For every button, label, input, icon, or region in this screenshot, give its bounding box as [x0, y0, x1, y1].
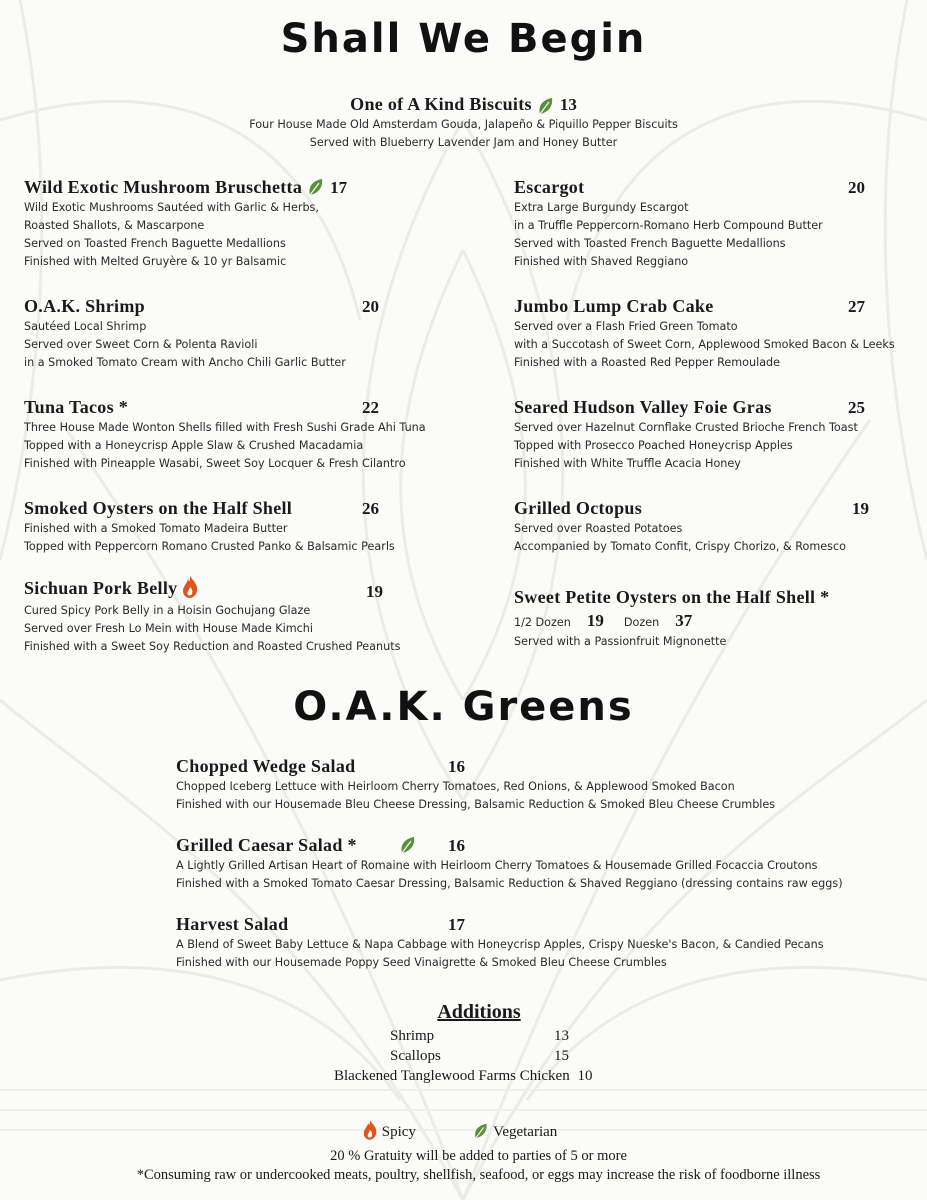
item-price: 16 [448, 757, 465, 776]
half-dozen-price: 19 [586, 611, 604, 630]
item-desc-line: Served with Blueberry Lavender Jam and Honey Butter [309, 136, 618, 150]
item-desc-line: Served with Toasted French Baguette Medallions [514, 237, 786, 250]
menu-item [514, 177, 904, 271]
legend-spicy-label: Spicy [381, 1124, 416, 1140]
item-desc-line: Accompanied by Tomato Confit, Crispy Chorizo, & Romesco [514, 540, 846, 553]
addition-price: 15 [554, 1048, 569, 1064]
item-price: 16 [448, 836, 465, 855]
menu-item-oysters [514, 587, 914, 651]
addition-name: Shrimp [390, 1028, 435, 1044]
item-desc-line: Topped with Peppercorn Romano Crusted Panko & Balsamic Pearls [24, 540, 395, 553]
item-desc-line: Extra Large Burgundy Escargot [514, 201, 689, 214]
item-desc-line: Finished with a Sweet Soy Reduction and Roasted Crushed Peanuts [24, 640, 401, 653]
item-name: Seared Hudson Valley Foie Gras [514, 397, 772, 417]
item-desc-line: A Blend of Sweet Baby Lettuce & Napa Cabbage with Honeycrisp Apples, Crispy Nueske's Bacon, & Candied Pecans [176, 938, 824, 951]
half-dozen-label: 1/2 Dozen [514, 616, 571, 629]
section-title-begin: Shall We Begin [280, 16, 647, 62]
addition-price: 10 [577, 1068, 593, 1084]
item-name: Wild Exotic Mushroom Bruschetta [24, 177, 303, 197]
item-desc-line: Finished with our Housemade Poppy Seed Vinaigrette & Smoked Bleu Cheese Crumbles [176, 956, 667, 969]
item-desc-line: Four House Made Old Amsterdam Gouda, Jalapeño & Piquillo Pepper Biscuits [249, 118, 678, 132]
item-desc-line: Served over Fresh Lo Mein with House Made Kimchi [24, 622, 313, 635]
item-desc-line: Finished with Shaved Reggiano [514, 255, 689, 268]
item-name: Sweet Petite Oysters on the Half Shell * [514, 587, 830, 607]
item-name: O.A.K. Shrimp [24, 296, 145, 316]
item-desc-line: Finished with a Smoked Tomato Caesar Dressing, Balsamic Reduction & Shaved Reggiano (dressing contains raw eggs) [176, 877, 843, 890]
item-desc-line: in a Truffle Peppercorn-Romano Herb Compound Butter [514, 219, 823, 232]
salad-item [176, 835, 896, 893]
item-name: Tuna Tacos * [24, 397, 128, 417]
item-desc-line: Finished with White Truffle Acacia Honey [514, 457, 741, 470]
item-name: Smoked Oysters on the Half Shell [24, 498, 293, 518]
leaf-icon [536, 96, 556, 116]
menu-item [24, 177, 484, 271]
item-desc-line: Chopped Iceberg Lettuce with Heirloom Cherry Tomatoes, Red Onions, & Applewood Smoked Bacon [176, 780, 735, 793]
salad-item [176, 914, 876, 972]
item-price: 25 [848, 398, 865, 417]
leaf-icon [306, 177, 326, 197]
item-price: 26 [362, 499, 379, 518]
item-desc-line: Finished with our Housemade Bleu Cheese Dressing, Balsamic Reduction & Smoked Bleu Cheese Crumbles [176, 798, 776, 811]
gratuity-note: 20 % Gratuity will be added to parties of 5 or more [330, 1148, 627, 1164]
featured-item [0, 94, 927, 152]
item-desc-line: Served over a Flash Fried Green Tomato [514, 320, 738, 333]
item-name: One of A Kind Biscuits [350, 94, 532, 114]
item-name: Grilled Caesar Salad * [176, 835, 357, 855]
item-desc-line: Roasted Shallots, & Mascarpone [24, 219, 205, 232]
legend [362, 1124, 622, 1141]
item-desc-line: Served over Roasted Potatoes [514, 522, 683, 535]
addition-row [390, 1028, 590, 1045]
flame-icon [362, 1119, 378, 1141]
item-price: 27 [848, 297, 865, 316]
item-name: Chopped Wedge Salad [176, 756, 356, 776]
item-desc-line: Topped with Prosecco Poached Honeycrisp Apples [514, 439, 793, 452]
item-name: Harvest Salad [176, 914, 289, 934]
item-name: Grilled Octopus [514, 498, 643, 518]
item-price: 13 [559, 95, 577, 114]
item-price: 20 [362, 297, 379, 316]
item-desc-line: A Lightly Grilled Artisan Heart of Romaine with Heirloom Cherry Tomatoes & Housemade Grilled Focaccia Croutons [176, 859, 818, 872]
item-name: Jumbo Lump Crab Cake [514, 296, 714, 316]
item-desc-line: Served over Hazelnut Cornflake Crusted Brioche French Toast [514, 421, 858, 434]
item-price: 17 [448, 915, 465, 934]
legend-vegetarian-label: Vegetarian [493, 1124, 558, 1140]
addition-price: 13 [554, 1028, 569, 1044]
item-desc-line: Cured Spicy Pork Belly in a Hoisin Gochujang Glaze [24, 604, 311, 617]
item-desc-line: Finished with Melted Gruyère & 10 yr Balsamic [24, 255, 287, 268]
leaf-icon [398, 835, 418, 855]
item-price: 22 [362, 398, 379, 417]
menu-item [24, 296, 484, 372]
menu-item [24, 397, 484, 473]
item-desc-line: Three House Made Wonton Shells filled with Fresh Sushi Grade Ahi Tuna [24, 421, 426, 434]
raw-food-warning: *Consuming raw or undercooked meats, poultry, shellfish, seafood, or eggs may increase the risk of foodborne illness [136, 1167, 821, 1183]
item-price: 17 [330, 178, 348, 197]
item-desc-line: with a Succotash of Sweet Corn, Applewood Smoked Bacon & Leeks [514, 338, 895, 351]
dozen-label: Dozen [623, 616, 660, 629]
menu-item [514, 397, 904, 473]
dozen-price: 37 [675, 611, 693, 630]
addition-row [390, 1048, 590, 1065]
additions-title: Additions [437, 1001, 521, 1023]
item-desc-line: Sautéed Local Shrimp [24, 320, 147, 333]
menu-item [514, 498, 904, 556]
menu-item [24, 578, 484, 656]
addition-name: Blackened Tanglewood Farms Chicken [334, 1068, 570, 1084]
addition-name: Scallops [390, 1048, 441, 1064]
salad-item [176, 756, 876, 814]
item-desc-line: Finished with a Roasted Red Pepper Remoulade [514, 356, 781, 369]
featured-item-title [0, 94, 927, 116]
item-name: Sichuan Pork Belly [24, 578, 178, 598]
menu-item [24, 498, 484, 556]
item-price: 19 [366, 582, 383, 601]
item-desc-line: Served over Sweet Corn & Polenta Ravioli [24, 338, 258, 351]
item-price: 20 [848, 178, 865, 197]
item-desc-line: in a Smoked Tomato Cream with Ancho Chili Garlic Butter [24, 356, 346, 369]
item-desc-line: Served on Toasted French Baguette Medallions [24, 237, 286, 250]
flame-icon [181, 575, 199, 599]
section-title-greens: O.A.K. Greens [293, 684, 634, 730]
addition-row [334, 1068, 664, 1085]
item-desc-line: Wild Exotic Mushrooms Sautéed with Garlic & Herbs, [24, 201, 319, 214]
item-desc-line: Served with a Passionfruit Mignonette [514, 635, 727, 648]
item-desc-line: Topped with a Honeycrisp Apple Slaw & Crushed Macadamia [24, 439, 364, 452]
item-desc-line: Finished with Pineapple Wasabi, Sweet Soy Locquer & Fresh Cilantro [24, 457, 406, 470]
menu-item [514, 296, 904, 372]
item-desc-line: Finished with a Smoked Tomato Madeira Butter [24, 522, 288, 535]
item-price: 19 [852, 499, 869, 518]
item-name: Escargot [514, 177, 585, 197]
leaf-icon [472, 1122, 490, 1140]
